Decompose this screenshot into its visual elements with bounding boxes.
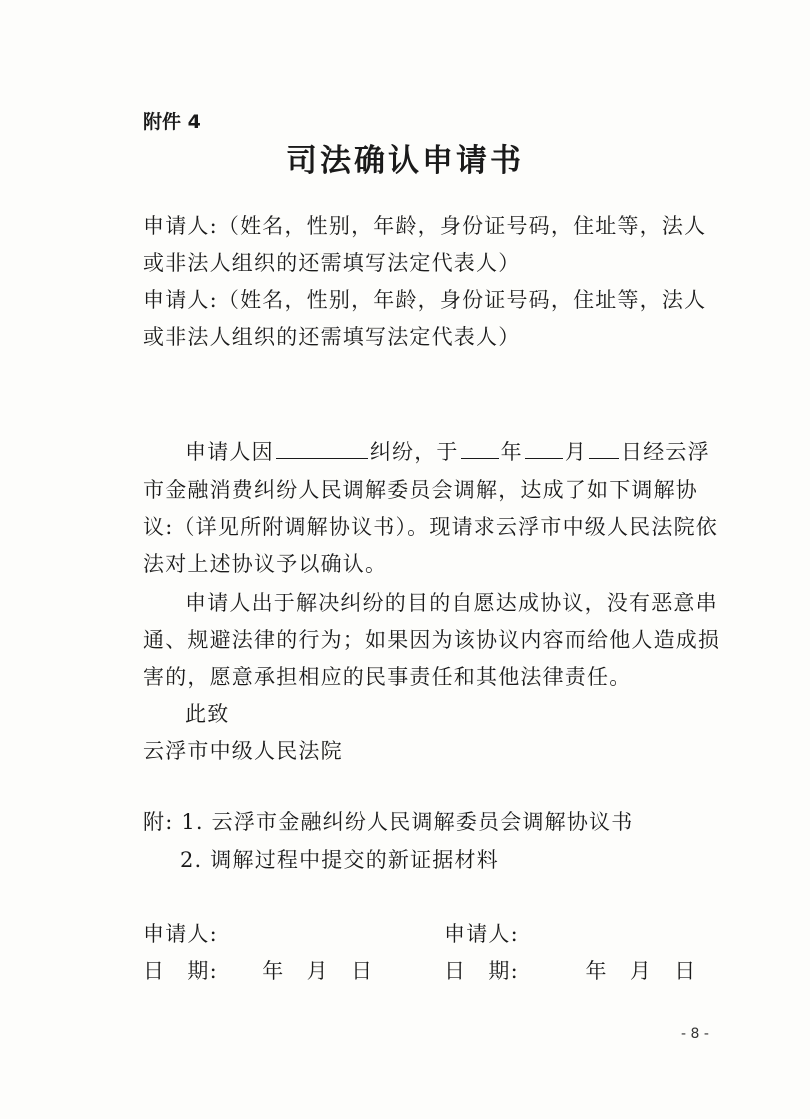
year-blank[interactable]: [461, 440, 499, 459]
attachment-item-2: 2. 调解过程中提交的新证据材料: [180, 848, 499, 872]
statement-paragraph-line-2: 通、规避法律的行为；如果因为该协议内容而给他人造成损: [143, 628, 721, 652]
attachment-label: 附件 4: [143, 111, 201, 133]
document-title: 司法确认申请书: [286, 143, 524, 179]
page-number: - 8 -: [681, 1026, 709, 1042]
signature-left-applicant: 申请人:: [143, 922, 218, 946]
statement-paragraph-line-3: 害的，愿意承担相应的民事责任和其他法律责任。: [143, 665, 632, 689]
applicant-2-line-2: 或非法人组织的还需填写法定代表人）: [143, 325, 521, 349]
dispute-type-blank[interactable]: [276, 440, 368, 459]
request-prefix: 申请人因: [185, 440, 274, 464]
day-label: 日经云浮: [621, 440, 710, 464]
month-blank[interactable]: [525, 440, 563, 459]
statement-paragraph-line-1: 申请人出于解决纠纷的目的自愿达成协议，没有恶意串: [185, 591, 718, 615]
month-label: 月: [564, 440, 588, 464]
attachment-item-1: 附: 1. 云浮市金融纠纷人民调解委员会调解协议书: [143, 810, 634, 834]
signature-right-date: 日 期: 年 月 日: [444, 959, 697, 983]
request-paragraph-line-3: 议:（详见所附调解协议书）。现请求云浮市中级人民法院依: [143, 515, 718, 539]
request-paragraph-line-4: 法对上述协议予以确认。: [143, 552, 388, 576]
court-name: 云浮市中级人民法院: [143, 739, 343, 763]
signature-left-date: 日 期: 年 月 日: [143, 959, 374, 983]
request-paragraph-line-2: 市金融消费纠纷人民调解委员会调解，达成了如下调解协: [143, 478, 698, 502]
applicant-1-line-2: 或非法人组织的还需填写法定代表人）: [143, 251, 521, 275]
salutation: 此致: [185, 702, 230, 726]
applicant-1-line-1: 申请人:（姓名，性别，年龄，身份证号码，住址等，法人: [143, 214, 707, 238]
dispute-text: 纠纷，于: [369, 440, 459, 464]
year-label: 年: [500, 440, 523, 464]
day-blank[interactable]: [589, 440, 619, 459]
request-paragraph-line-1: [185, 436, 710, 466]
signature-right-applicant: 申请人:: [444, 922, 519, 946]
applicant-2-line-1: 申请人:（姓名，性别，年龄，身份证号码，住址等，法人: [143, 288, 707, 312]
